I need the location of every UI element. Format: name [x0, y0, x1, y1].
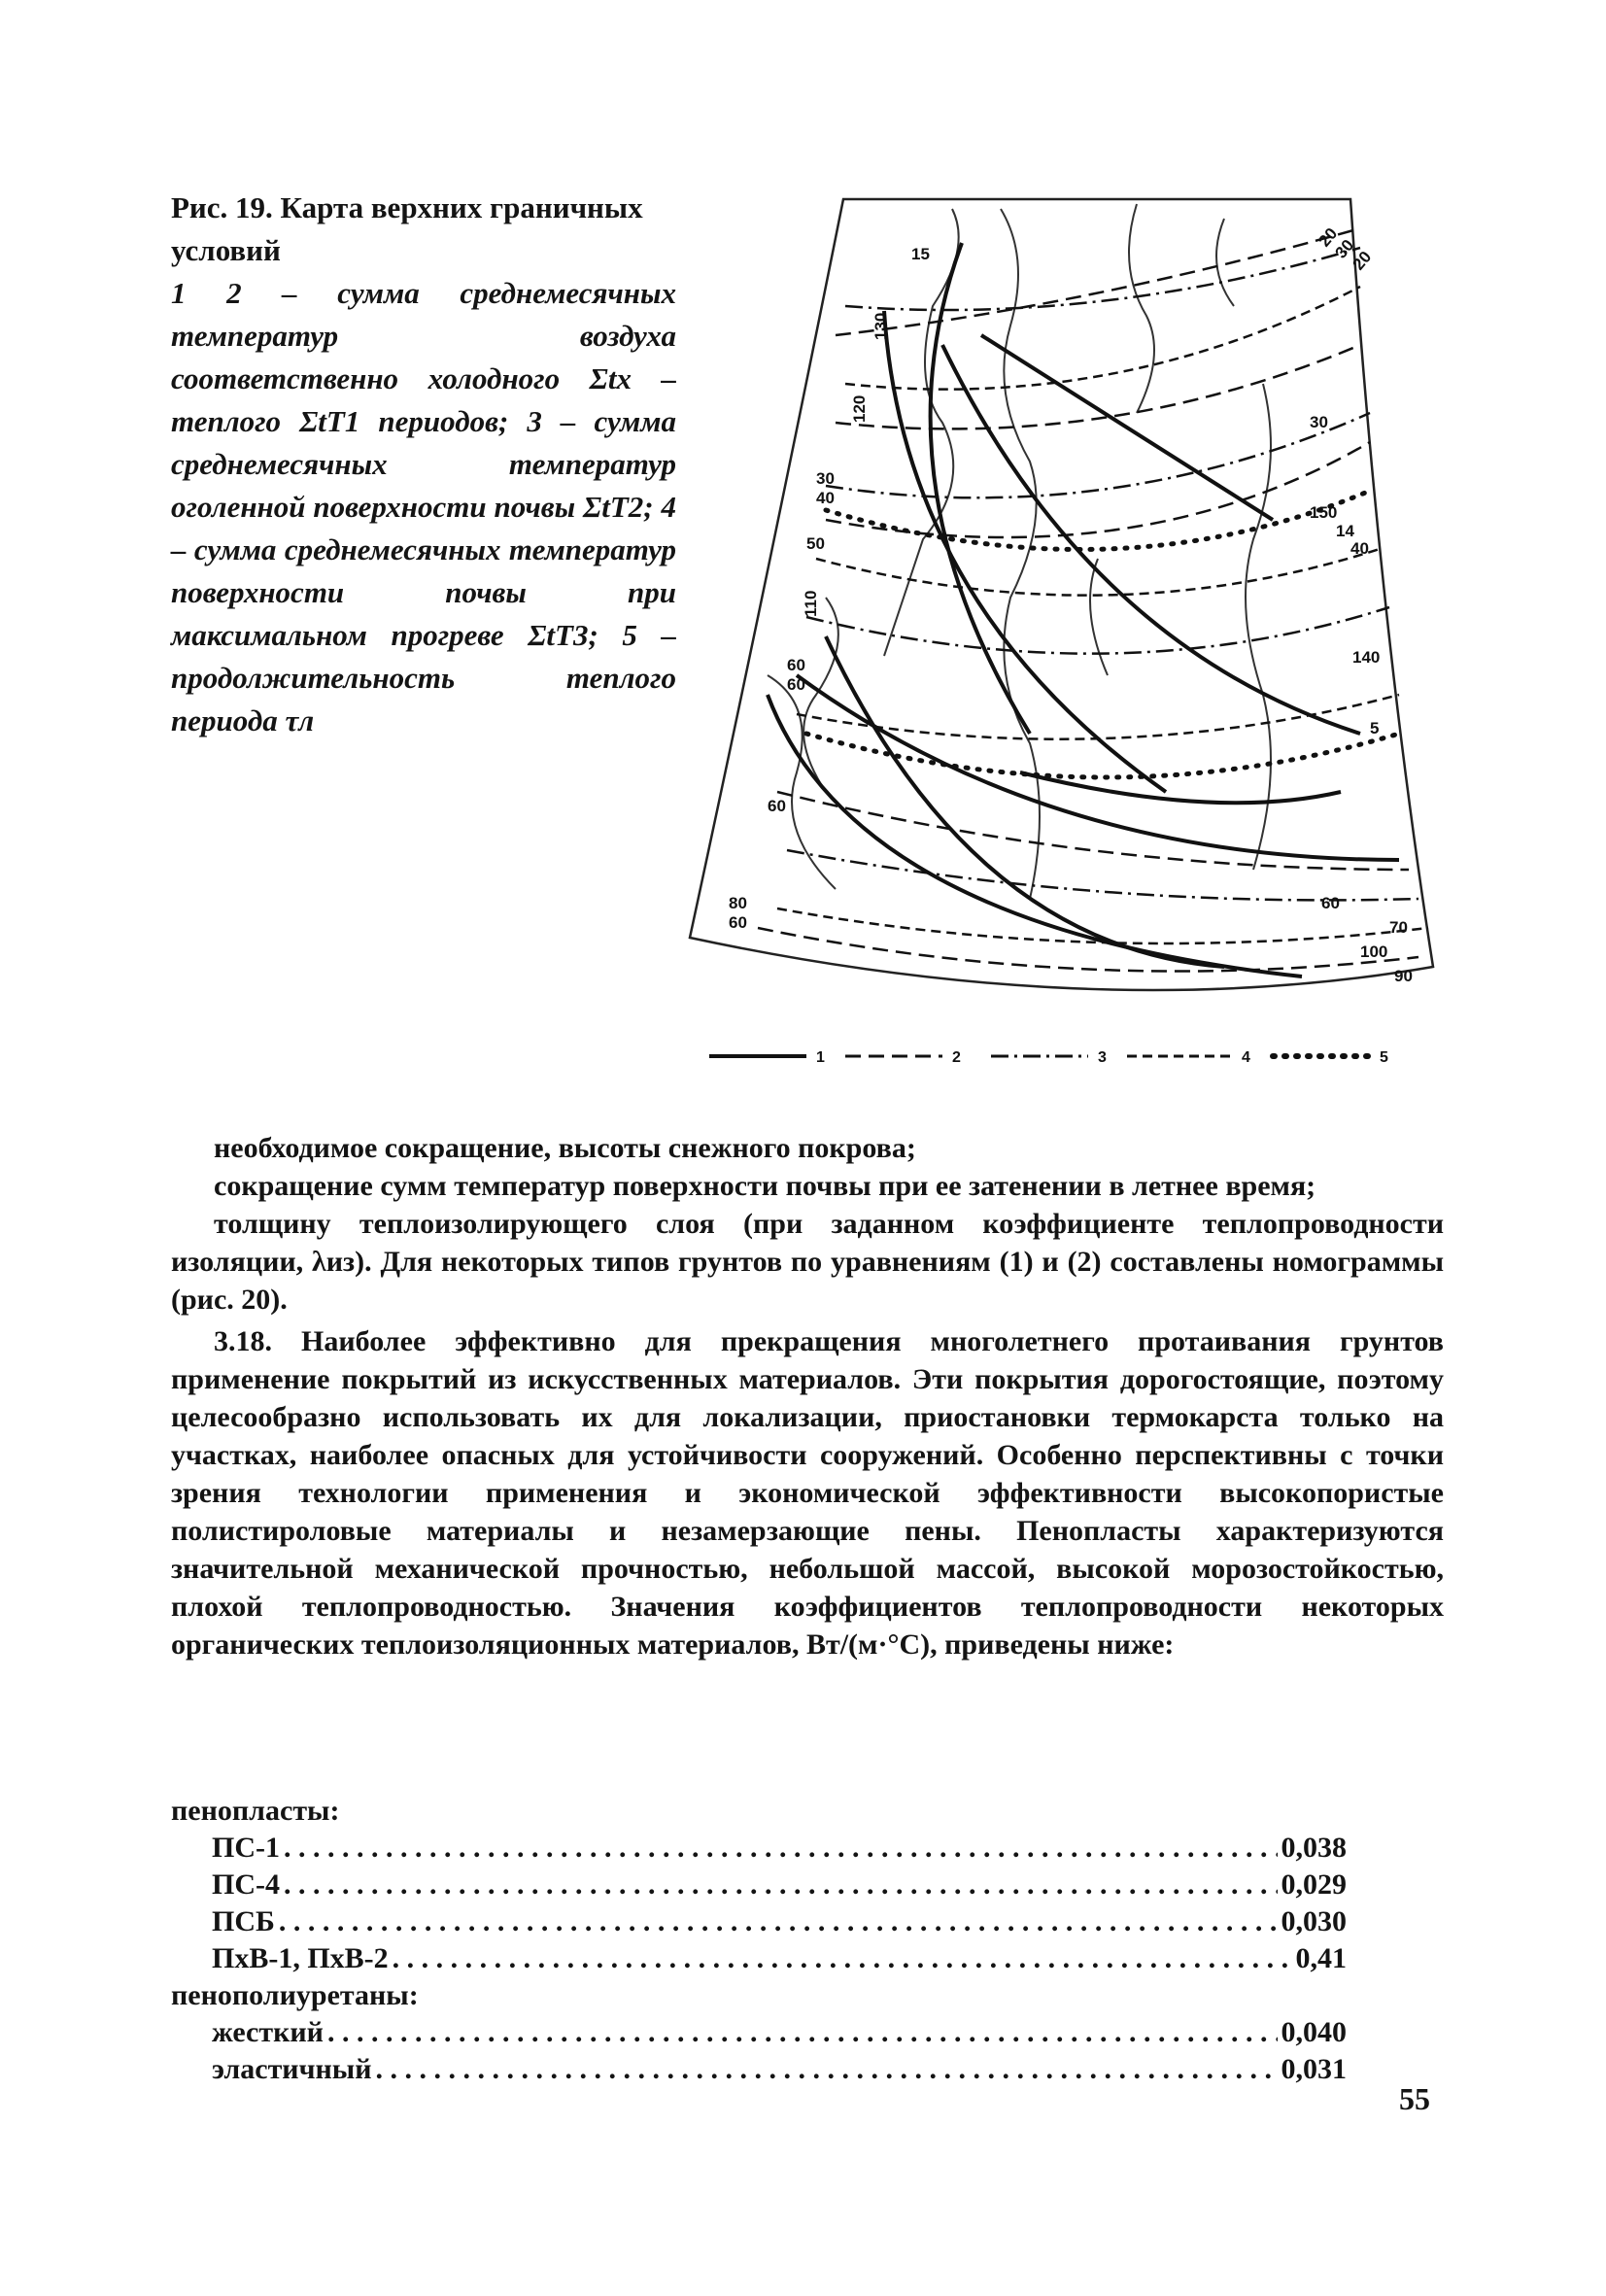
- figure-title: Рис. 19. Карта верхних граничных условий: [171, 190, 643, 267]
- map-label: 130: [871, 312, 890, 340]
- map-label: 140: [1352, 648, 1381, 667]
- paragraph: необходимое сокращение, высоты снежного покрова;: [214, 1132, 916, 1164]
- list-item: [212, 2051, 1347, 2088]
- map-label: 60: [1321, 894, 1340, 912]
- map-label: 60: [787, 656, 805, 674]
- map-label: 80: [729, 894, 747, 912]
- isoline-series-5: [806, 491, 1399, 777]
- material-name: ПхВ-1, ПхВ-2: [212, 1942, 389, 1974]
- material-value: 0,41: [1295, 1942, 1347, 1974]
- material-value: 0,031: [1281, 2053, 1347, 2085]
- map-label: 30: [1310, 413, 1328, 431]
- material-value: 0,029: [1281, 1868, 1347, 1901]
- map-label: 60: [787, 675, 805, 694]
- legend-label: 2: [952, 1049, 961, 1066]
- list-item: [212, 2014, 1347, 2051]
- map-label: 90: [1394, 967, 1413, 985]
- isoline-series-2: [758, 228, 1418, 972]
- map-legend: [709, 1042, 1409, 1071]
- paragraph: 3.18. Наиболее эффективно для прекращения многолетнего протаивания грунтов применение покрытий из искусственных материалов. Эти покрытия дорогостоящие, поэтому целесообразно использовать их для локализации, приостановки термокарста только на участках, наиболее опасных для устойчивости сооружений. Особенно перспективны с точки зрения технологии применения и экономической эффективности высокопористые полистироловые материалы и незамерзающие пены. Пенопласты характеризуются значительной механической прочностью, небольшой массой, высокой морозостойкостью, плохой теплопроводностью. Значения коэффициентов теплопроводности некоторых органических теплоизоляционных материалов, Вт/(м·°С), приведены ниже:: [171, 1325, 1444, 1661]
- body-text: [171, 1129, 1444, 1663]
- map-label: 15: [911, 245, 930, 263]
- map-label: 30: [1331, 235, 1358, 262]
- paragraph: толщину теплоизолирующего слоя (при заданном коэффициенте теплопроводности изоляции, λиз). Для некоторых типов грунтов по уравнениям (1) и (2) составлены номограммы (рис. 20).: [171, 1208, 1444, 1316]
- material-name: ПС-4: [212, 1868, 280, 1901]
- isoline-series-1: [768, 243, 1399, 977]
- material-name: жесткий: [212, 2016, 324, 2048]
- legend-label: 5: [1380, 1049, 1388, 1066]
- materials-group-title: пенополиуретаны:: [171, 1979, 419, 2011]
- material-name: ПСБ: [212, 1905, 275, 1937]
- isoline-series-4: [777, 287, 1428, 943]
- list-item: [212, 1940, 1347, 1977]
- material-name: эластичный: [212, 2053, 372, 2085]
- map-label: 150: [1310, 503, 1338, 522]
- material-value: 0,040: [1281, 2016, 1347, 2048]
- map-label: 20: [1349, 247, 1376, 274]
- material-value: 0,030: [1281, 1905, 1347, 1937]
- legend-label: 1: [816, 1049, 825, 1066]
- map-label: 30: [816, 469, 835, 488]
- legend-label: 3: [1098, 1049, 1107, 1066]
- map-label: 60: [768, 797, 786, 815]
- legend-label: 4: [1242, 1049, 1250, 1066]
- list-item: [212, 1830, 1347, 1867]
- material-name: ПС-1: [212, 1832, 280, 1864]
- material-value: 0,038: [1281, 1832, 1347, 1864]
- map-label: 50: [806, 534, 825, 553]
- list-item: [212, 1903, 1347, 1940]
- figure-caption: [171, 187, 676, 742]
- map-label: 100: [1360, 942, 1388, 961]
- map-label: 110: [802, 590, 820, 617]
- map-label: 20: [1315, 223, 1342, 251]
- map-label: 14: [1336, 522, 1354, 540]
- materials-list: [171, 1793, 1347, 2088]
- map-label: 70: [1389, 918, 1408, 937]
- map-label: 40: [816, 489, 835, 507]
- figure-legend-text: 1 2 – сумма среднемесячных температур воздуха соответственно холодного Σtх – теплого ΣtТ1 периодов; 3 – сумма среднемесячных температур оголенной поверхности почвы ΣtТ2; 4 – сумма среднемесячных температур поверхности почвы при максимальном прогреве ΣtТ3; 5 – продолжительность теплого периода τл: [171, 276, 676, 737]
- materials-group-title: пенопласты:: [171, 1795, 340, 1827]
- map-label: 5: [1370, 719, 1380, 737]
- map-label: 60: [729, 913, 747, 932]
- map-label: 40: [1350, 539, 1369, 558]
- page-number: 55: [1399, 2081, 1430, 2116]
- boundary-conditions-map: [680, 189, 1438, 1064]
- map-label: 120: [850, 394, 869, 423]
- list-item: [212, 1867, 1347, 1903]
- paragraph: сокращение сумм температур поверхности почвы при ее затенении в летнее время;: [214, 1170, 1316, 1202]
